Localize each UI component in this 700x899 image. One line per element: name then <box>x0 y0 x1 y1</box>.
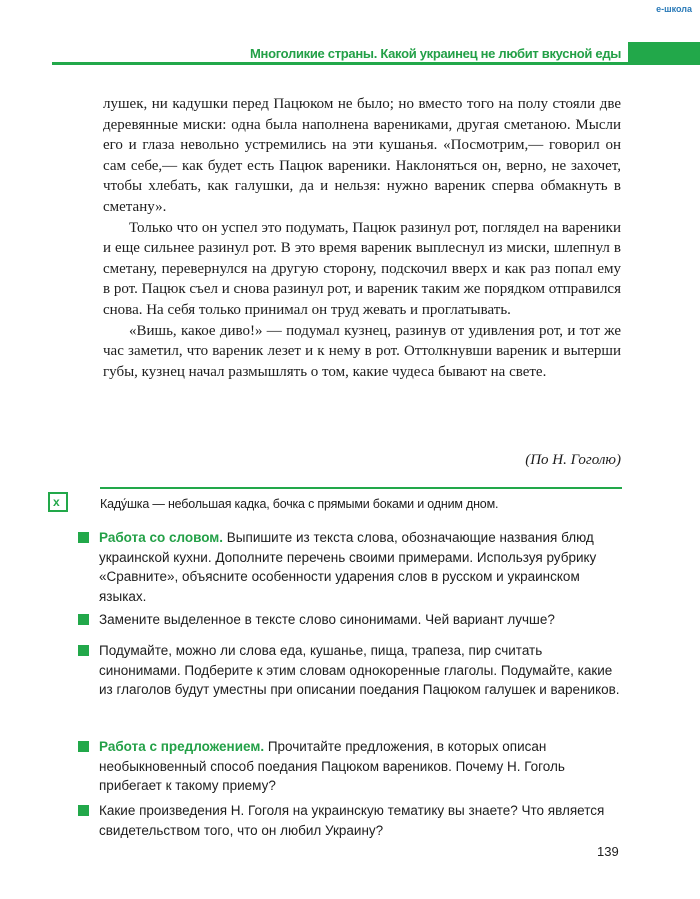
glossary-divider <box>100 487 622 489</box>
task-label: Работа со словом. <box>99 530 224 545</box>
task-item <box>78 801 623 840</box>
task-text: Прочитайте предложения, в которых описан необыкновенный способ поедания Пацюком вареников. Почему Н. Гоголь прибегает к такому приему? <box>99 739 565 793</box>
task-item <box>78 610 623 630</box>
header-accent-block <box>628 42 700 65</box>
glossary-definition: — небольшая кадка, бочка с прямыми боками и одним дном. <box>149 497 499 511</box>
task-text: Замените выделенное в тексте слово синонимами. Чей вариант лучше? <box>99 612 555 627</box>
chapter-title: Многоликие страны. Какой украинец не любит вкусной еды <box>250 46 622 61</box>
page-number: 139 <box>597 844 619 859</box>
task-text: Выпишите из текста слова, обозначающие названия блюд украинской кухни. Дополните перечень своими примерами. Используя рубрику «Сравните», объясните особенности ударения слов в русском и украинском языках. <box>99 530 597 604</box>
task-bullet-icon <box>78 532 89 543</box>
glossary-note <box>100 497 640 511</box>
task-bullet-icon <box>78 805 89 816</box>
story-source: (По Н. Гоголю) <box>525 452 621 468</box>
task-text: Подумайте, можно ли слова еда, кушанье, пища, трапеза, пир считать синонимами. Подберите к этим словам однокоренные глаголы. Подумайте, какие из глаголов будут уместны при описании поедания Пацюком галушек и вареников. <box>99 643 620 697</box>
story-paragraph: Только что он успел это подумать, Пацюк разинул рот, поглядел на вареники и еще сильнее разинул рот. В это время вареник выплеснул из миски, шлепнул в сметану, перевернулся на другую сторону, подскочил вверх и как раз попал ему в рот. Пацюк съел и снова разинул рот, и вареник таким же порядком отправился снова. На себя только принимал он труд жевать и проглатывать. <box>103 219 621 318</box>
header-divider <box>52 62 700 65</box>
task-bullet-icon <box>78 741 89 752</box>
task-item <box>78 641 623 700</box>
task-bullet-icon <box>78 614 89 625</box>
task-item <box>78 737 623 796</box>
chapter-header <box>52 42 700 66</box>
story-paragraph: «Вишь, какое диво!» — подумал кузнец, разинув от удивления рот, и тот же час заметил, что вареник лезет и к нему в рот. Оттолкнувши вареник и вытерши губы, кузнец начал размышлять о том, какие чудеса бывают на свете. <box>103 322 621 380</box>
task-label: Работа с предложением. <box>99 739 265 754</box>
task-bullet-icon <box>78 645 89 656</box>
story-text <box>103 94 621 382</box>
story-paragraph: лушек, ни кадушки перед Пацюком не было; но вместо того на полу стояли две деревянные миски: одна была наполнена варениками, другая сметаною. Мысли его и глаза невольно устремились на эти кушанья. «Посмотрим,— говорил он сам себе,— как будет есть Пацюк вареники. Наклоняться он, верно, не захочет, чтобы хлебать, как галушки, да и нельзя: нужно вареник сперва обмакнуть в сметану». <box>103 96 621 215</box>
glossary-word: Каду́шка <box>100 497 150 511</box>
task-item <box>78 528 623 606</box>
site-logo: e-школа <box>656 4 692 14</box>
task-text: Какие произведения Н. Гоголя на украинскую тематику вы знаете? Что является свидетельством того, что он любил Украину? <box>99 803 605 838</box>
dictionary-icon: x <box>48 492 68 512</box>
